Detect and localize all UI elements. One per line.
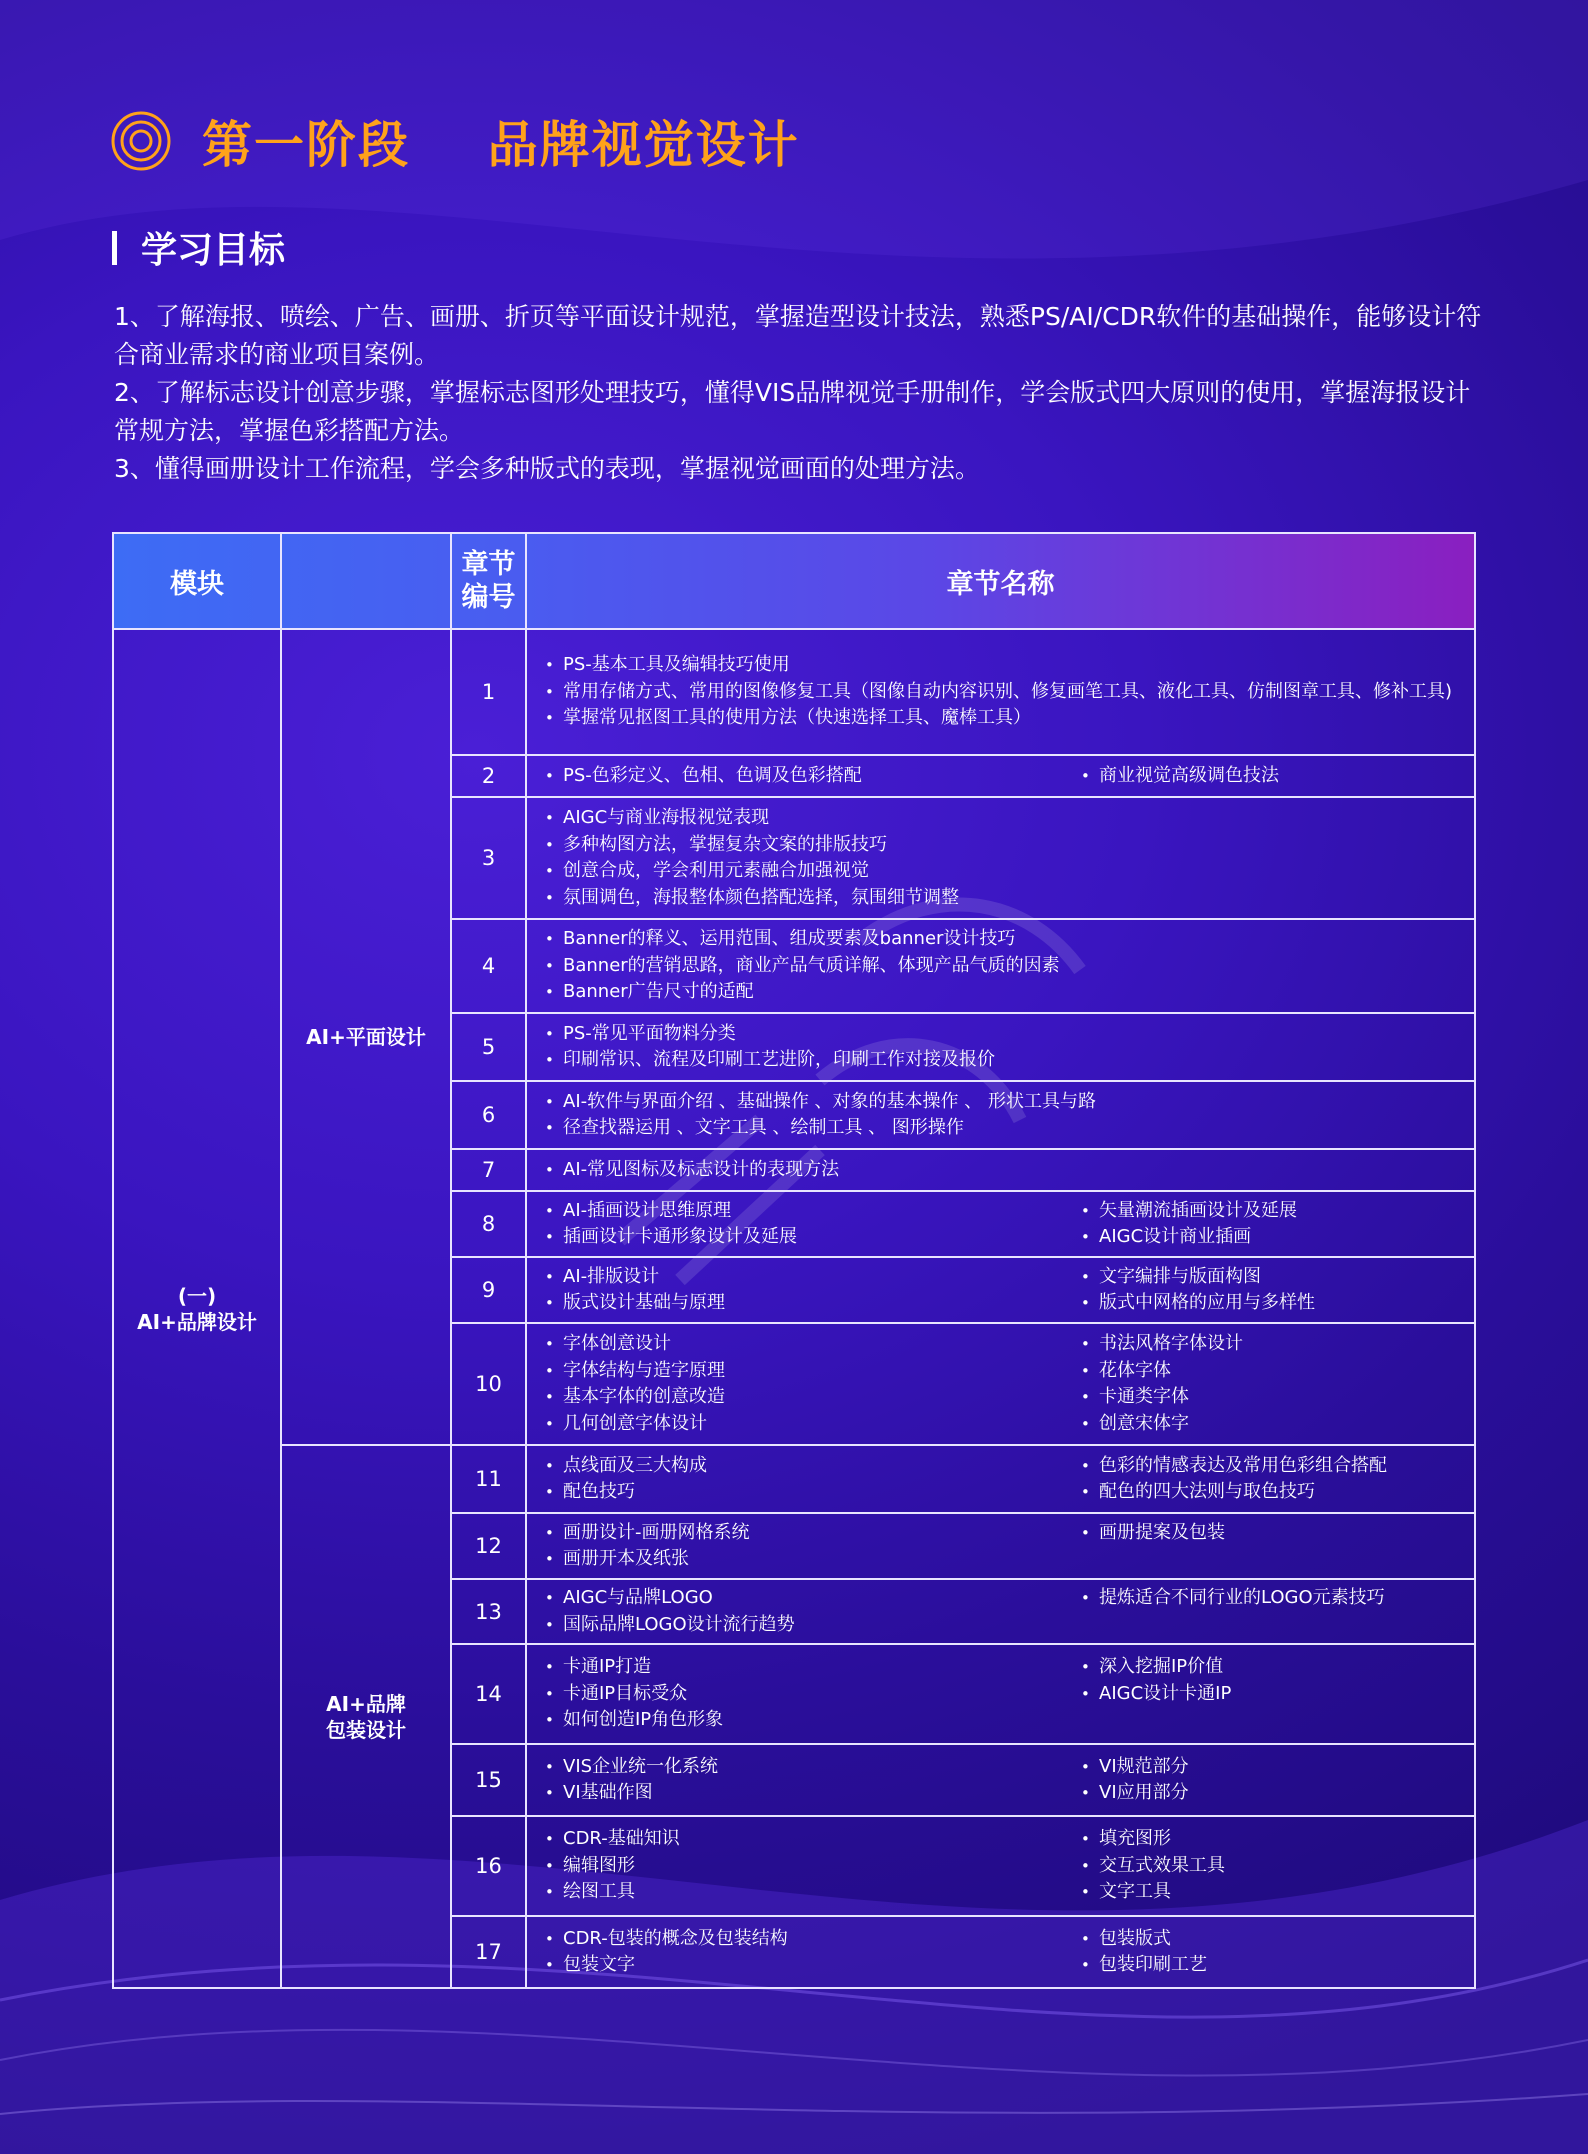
- topic-item: • AI-软件与界面介绍 、基础操作 、对象的基本操作 、 形状工具与路: [545, 1089, 1466, 1116]
- chapter-content: [526, 1744, 1475, 1816]
- topic-item: • 包装版式: [1081, 1926, 1466, 1953]
- header-chapter-name: 章节名称: [526, 533, 1475, 629]
- topic-item: • 卡通IP打造: [545, 1654, 1081, 1681]
- goal-item: 3、懂得画册设计工作流程，学会多种版式的表现，掌握视觉画面的处理方法。: [114, 454, 980, 483]
- chapter-content: [526, 919, 1475, 1013]
- topic-item: • 如何创造IP角色形象: [545, 1707, 1081, 1734]
- topic-item: • 色彩的情感表达及常用色彩组合搭配: [1081, 1453, 1466, 1480]
- heading-bar: [112, 231, 117, 265]
- topic-item: • Banner广告尺寸的适配: [545, 979, 1466, 1006]
- topic-item: • 深入挖掘IP价值: [1081, 1654, 1466, 1681]
- header-chapter-no: 章节 编号: [451, 533, 526, 629]
- goal-item: 1、了解海报、喷绘、广告、画册、折页等平面设计规范，掌握造型设计技法，熟悉PS/AI/CDR软件的基础操作，能够设计符合商业需求的商业项目案例。: [114, 302, 1482, 369]
- stage-title: 第一阶段 品牌视觉设计: [202, 116, 800, 174]
- chapter-content: [526, 1816, 1475, 1916]
- topic-item: • 创意合成，学会利用元素融合加强视觉: [545, 858, 1466, 885]
- topic-item: • 径查找器运用 、文字工具 、绘制工具 、 图形操作: [545, 1115, 1466, 1142]
- chapter-number: 8: [451, 1191, 526, 1257]
- chapter-content: [526, 1445, 1475, 1513]
- topic-item: • 画册提案及包装: [1081, 1520, 1466, 1547]
- topic-item: • 掌握常见抠图工具的使用方法（快速选择工具、魔棒工具）: [545, 705, 1466, 732]
- topic-item: • 文字工具: [1081, 1879, 1466, 1906]
- chapter-number: 4: [451, 919, 526, 1013]
- submodule-cell: [281, 629, 451, 1445]
- curriculum-table: [112, 532, 1474, 1989]
- topic-item: • 基本字体的创意改造: [545, 1384, 1081, 1411]
- chapter-content: [526, 1081, 1475, 1149]
- chapter-number: 2: [451, 755, 526, 797]
- chapter-number: 13: [451, 1579, 526, 1644]
- footer-wave-decoration: [0, 2054, 1588, 2154]
- topic-item: • PS-色彩定义、色相、色调及色彩搭配: [545, 763, 1081, 790]
- chapter-number: 16: [451, 1816, 526, 1916]
- table-row: [113, 629, 1475, 755]
- topic-item: • 常用存储方式、常用的图像修复工具（图像自动内容识别、修复画笔工具、液化工具、仿制图章工具、修补工具): [545, 679, 1466, 706]
- topic-item: • 版式设计基础与原理: [545, 1290, 1081, 1317]
- topic-item: • 卡通类字体: [1081, 1384, 1466, 1411]
- chapter-content: [526, 1149, 1475, 1191]
- chapter-number: 7: [451, 1149, 526, 1191]
- submodule-label-line1: AI+品牌: [326, 1691, 406, 1716]
- chapter-number: 5: [451, 1013, 526, 1081]
- topic-item: • 填充图形: [1081, 1826, 1466, 1853]
- chapter-content: [526, 1257, 1475, 1323]
- header-module: 模块: [113, 533, 281, 629]
- submodule-label-line2: 包装设计: [326, 1717, 406, 1742]
- chapter-number: 12: [451, 1513, 526, 1579]
- chapter-number: 1: [451, 629, 526, 755]
- header-submodule: [281, 533, 451, 629]
- section-heading: [112, 222, 285, 273]
- topic-item: • VIS企业统一化系统: [545, 1754, 1081, 1781]
- topic-item: • 几何创意字体设计: [545, 1411, 1081, 1438]
- topic-item: • AIGC设计卡通IP: [1081, 1681, 1466, 1708]
- chapter-content: [526, 1013, 1475, 1081]
- topic-item: • 字体创意设计: [545, 1331, 1081, 1358]
- topic-item: • 版式中网格的应用与多样性: [1081, 1290, 1466, 1317]
- submodule-label: AI+平面设计: [306, 1025, 426, 1049]
- topic-item: • Banner的释义、运用范围、组成要素及banner设计技巧: [545, 926, 1466, 953]
- chapter-content: [526, 1644, 1475, 1744]
- chapter-content: [526, 1513, 1475, 1579]
- table-header-row: [113, 533, 1475, 629]
- topic-item: • AI-排版设计: [545, 1264, 1081, 1291]
- concentric-circles-icon: [110, 110, 172, 172]
- section-title: 学习目标: [141, 230, 286, 271]
- learning-goals: [114, 298, 1494, 488]
- topic-item: • 绘图工具: [545, 1879, 1081, 1906]
- table-row: [113, 1445, 1475, 1513]
- topic-item: • 商业视觉高级调色技法: [1081, 763, 1466, 790]
- topic-item: • 国际品牌LOGO设计流行趋势: [545, 1612, 1081, 1639]
- topic-item: • 印刷常识、流程及印刷工艺进阶，印刷工作对接及报价: [545, 1047, 1466, 1074]
- topic-item: • 创意宋体字: [1081, 1411, 1466, 1438]
- topic-item: • VI应用部分: [1081, 1780, 1466, 1807]
- goal-item: 2、了解标志设计创意步骤，掌握标志图形处理技巧，懂得VIS品牌视觉手册制作，学会版式四大原则的使用，掌握海报设计常规方法，掌握色彩搭配方法。: [114, 378, 1471, 445]
- chapter-number: 3: [451, 797, 526, 919]
- module-label-line2: AI+品牌设计: [137, 1309, 257, 1334]
- chapter-content: [526, 1916, 1475, 1988]
- topic-item: • 交互式效果工具: [1081, 1853, 1466, 1880]
- topic-item: • 画册设计-画册网格系统: [545, 1520, 1081, 1547]
- topic-item: • AIGC设计商业插画: [1081, 1224, 1466, 1251]
- topic-item: • VI规范部分: [1081, 1754, 1466, 1781]
- chapter-content: [526, 755, 1475, 797]
- topic-item: • 书法风格字体设计: [1081, 1331, 1466, 1358]
- module-label-line1: (一): [177, 1283, 217, 1308]
- chapter-number: 11: [451, 1445, 526, 1513]
- chapter-content: [526, 797, 1475, 919]
- topic-item: • AI-插画设计思维原理: [545, 1198, 1081, 1225]
- topic-item: • PS-基本工具及编辑技巧使用: [545, 652, 1466, 679]
- topic-item: • 字体结构与造字原理: [545, 1358, 1081, 1385]
- chapter-number: 9: [451, 1257, 526, 1323]
- topic-item: • PS-常见平面物料分类: [545, 1021, 1466, 1048]
- topic-item: • 多种构图方法，掌握复杂文案的排版技巧: [545, 832, 1466, 859]
- topic-item: • AI-常见图标及标志设计的表现方法: [545, 1157, 1466, 1184]
- topic-item: • 矢量潮流插画设计及延展: [1081, 1198, 1466, 1225]
- topic-item: • 氛围调色，海报整体颜色搭配选择，氛围细节调整: [545, 885, 1466, 912]
- topic-item: • CDR-包装的概念及包装结构: [545, 1926, 1081, 1953]
- topic-item: • 点线面及三大构成: [545, 1453, 1081, 1480]
- chapter-content: [526, 1191, 1475, 1257]
- chapter-number: 15: [451, 1744, 526, 1816]
- chapter-number: 14: [451, 1644, 526, 1744]
- topic-item: • 花体字体: [1081, 1358, 1466, 1385]
- topic-item: • AIGC与品牌LOGO: [545, 1585, 1081, 1612]
- topic-item: • VI基础作图: [545, 1780, 1081, 1807]
- topic-item: • 包装文字: [545, 1952, 1081, 1979]
- topic-item: • 画册开本及纸张: [545, 1546, 1081, 1573]
- topic-item: • 配色技巧: [545, 1479, 1081, 1506]
- module-cell: [113, 629, 281, 1988]
- topic-item: • 提炼适合不同行业的LOGO元素技巧: [1081, 1585, 1466, 1612]
- stage-header: [110, 106, 800, 176]
- chapter-number: 17: [451, 1916, 526, 1988]
- chapter-number: 10: [451, 1323, 526, 1445]
- chapter-content: [526, 1323, 1475, 1445]
- topic-item: • CDR-基础知识: [545, 1826, 1081, 1853]
- topic-item: • AIGC与商业海报视觉表现: [545, 805, 1466, 832]
- chapter-content: [526, 629, 1475, 755]
- topic-item: • 卡通IP目标受众: [545, 1681, 1081, 1708]
- topic-item: • 文字编排与版面构图: [1081, 1264, 1466, 1291]
- submodule-cell: [281, 1445, 451, 1988]
- topic-item: • 配色的四大法则与取色技巧: [1081, 1479, 1466, 1506]
- chapter-number: 6: [451, 1081, 526, 1149]
- topic-item: • 插画设计卡通形象设计及延展: [545, 1224, 1081, 1251]
- chapter-content: [526, 1579, 1475, 1644]
- topic-item: • 包装印刷工艺: [1081, 1952, 1466, 1979]
- topic-item: • 编辑图形: [545, 1853, 1081, 1880]
- topic-item: • Banner的营销思路，商业产品气质详解、体现产品气质的因素: [545, 953, 1466, 980]
